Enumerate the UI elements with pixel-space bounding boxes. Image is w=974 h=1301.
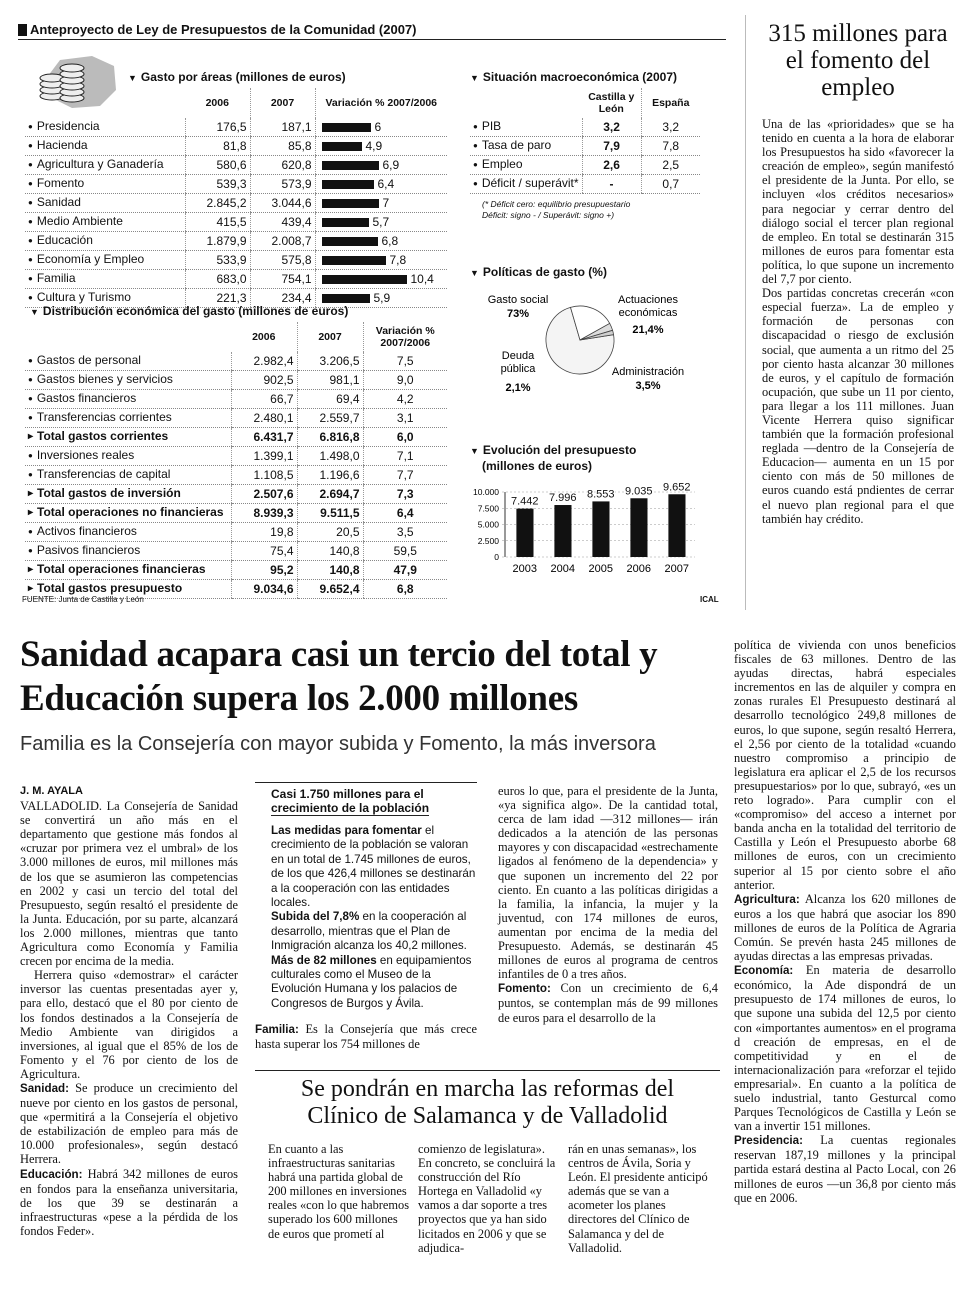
- variation-value: 5,7: [372, 215, 390, 229]
- areas-row-var: [315, 118, 447, 137]
- areas-row-2006: 533,9: [185, 251, 250, 270]
- lead-agricultura: Agricultura:: [734, 892, 800, 906]
- dist-row-label: ▸ Total gastos de inversión: [25, 485, 231, 504]
- variation-value: 7: [382, 196, 390, 210]
- col1-sanidad: Se produce un crecimiento del nueve por ciento en los gastos de personal, que «permitirá a la Consejería el objetivo de estabilización de empleo para más de 10.000 profesionales», según destacó Herrera.: [20, 1080, 238, 1167]
- sidebar-body: [762, 117, 954, 526]
- bar-ytick: 0: [494, 552, 499, 562]
- col4-para-1: política de vivienda con unos beneficios fiscales de 63 millones. Dentro de las ayudas directas, habrá especiales incrementos en las de alquiler y compra en zonas rurales El Presupuesto destinará al desarrollo tecnológico 249,8 millones de euros, lo que supone, según resaltó Herrera, el 2,56 por ciento de la totalidad «cuando nuestro compromiso a principio de legislatura era aplicar el 2,5 de los recursos presupuestarios» por lo que, subrayó, «es un reto logrado». Para cumplir con el «compromiso» del acceso a internet por banda ancha en la totalidad del territorio de Castilla y León el Presupuesto aborbe 68 millones de euros, con un crecimiento superior al 15 por ciento sobre el año anterior.: [734, 638, 956, 892]
- areas-row-2006: 176,5: [185, 118, 250, 137]
- second-col-1: En cuanto a las infraestructuras sanitarias habrá una partida global de 200 millones en inversiones reales «con lo que habremos superado los 600 millones de euros que prometí al: [268, 1142, 410, 1241]
- dist-row-2007: 69,4: [297, 390, 363, 409]
- areas-title: ▼ Gasto por áreas (millones de euros): [128, 70, 346, 84]
- col4-presidencia: La cuentas regionales reservan 187,19 millones y la principal partida estará destina al Pacto Local, con 26 millones de euros —un 36,8 por ciento más que en 2006.: [734, 1133, 956, 1205]
- dist-row-var: 59,5: [363, 542, 447, 561]
- areas-col-2007: 2007: [250, 88, 315, 118]
- variation-value: 6,8: [381, 234, 399, 248]
- macro-row-es: 2,5: [641, 156, 700, 175]
- bar-value-label: 8.553: [586, 488, 615, 501]
- areas-row-2006: 1.879,9: [185, 232, 250, 251]
- dist-row-2007: 3.206,5: [297, 352, 363, 371]
- dist-row-var: 6,8: [363, 580, 447, 599]
- bar: [516, 509, 533, 557]
- dist-row-label: ▸ Total gastos corrientes: [25, 428, 231, 447]
- dist-col-2006: 2006: [252, 331, 276, 343]
- bar: [630, 498, 647, 557]
- areas-row-label: ● Fomento: [25, 175, 185, 194]
- variation-bar: [322, 294, 370, 303]
- pie-slice-label: Deuda pública: [500, 350, 536, 375]
- lead-familia: Familia:: [255, 1023, 299, 1036]
- pie-slice-label: Administración: [611, 366, 685, 378]
- dist-row-label: ▸ Total operaciones financieras: [25, 561, 231, 580]
- macro-row-label: ● Déficit / superávit*: [470, 175, 582, 194]
- macro-row-es: 3,2: [641, 118, 700, 137]
- byline: J. M. AYALA: [20, 785, 83, 797]
- pie-slice-value: 73%: [506, 308, 530, 320]
- areas-row: [25, 156, 447, 175]
- lead-presidencia: Presidencia:: [734, 1134, 803, 1148]
- dist-row-2007: 9.652,4: [297, 580, 363, 599]
- macro-note: (* Déficit cero: equilibrio presupuestario Déficit: signo - / Superávit: signo +): [482, 199, 631, 220]
- dist-row-2006: 66,7: [231, 390, 297, 409]
- inset-title: Casi 1.750 millones para el crecimiento de la población: [271, 787, 430, 815]
- dist-table: [25, 322, 447, 599]
- macro-row: [470, 118, 700, 137]
- areas-row-label: ● Sanidad: [25, 194, 185, 213]
- macro-table: [470, 88, 700, 194]
- dist-row-label: ● Transferencias de capital: [25, 466, 231, 485]
- dist-row-2007: 6.816,8: [297, 428, 363, 447]
- areas-row-2007: 3.044,6: [250, 194, 315, 213]
- dateline: VALLADOLID.: [20, 799, 103, 814]
- areas-row-2006: 2.845,2: [185, 194, 250, 213]
- sidebar-para-2: Dos partidas concretas crecerán «con especial fuerza». La de empleo y formación de personas con discapacidad o riesgo de exclusión social, que aumenta a un ritmo del 25 por ciento hasta alcanzar 30 millones de euros, y el capítulo de formación ocupación, que sube un 11 por ciento, para llegar a los 111 millones. Juan Vicente Herrera quiso significar también que la formación profesional reglada —dentro de la Consejería de Educacion— aumenta en un 15 por ciento con más de 50 millones de euros cuando está pndientes de cerrar el nuevo plan regional para el que también hay crédito.: [762, 286, 954, 526]
- dist-row-2007: 2.694,7: [297, 485, 363, 504]
- dist-row-var: 9,0: [363, 371, 447, 390]
- dist-row: [25, 428, 447, 447]
- article-col-1: [20, 784, 238, 1238]
- bar-value-label: 7.442: [510, 495, 539, 508]
- lead-fomento: Fomento:: [498, 982, 551, 996]
- areas-row-label: ● Educación: [25, 232, 185, 251]
- dist-row-label: ● Pasivos financieros: [25, 542, 231, 561]
- col3-para-1: euros lo que, para el presidente de la Junta, «ya significa algo». De la cantidad total, cerca de lam idad —312 millones— irán dedicados a la atención de las personas mayores y con discapacidad «estrechamente ligados al fenómeno de la dependencia» y que suponen un incremento del 22 por ciento. En cuanto a las políticas dirigidas a la familia, la infancia, la mujer y la juventud, con 174 millones de euros, aumentan por encima de la media del Presupuesto. Además, se destinarán 45 millones de euros al programa de centros infantiles de 0 a tres años.: [498, 784, 718, 982]
- areas-row: [25, 137, 447, 156]
- col4-agricultura: Alcanza los 620 millones de euros a los que habrá que asociar los 890 millones de euros de la Política de Agraria Común. Se prevén hasta 245 millones de ayudas directas a las empresas privadas.: [734, 891, 956, 964]
- variation-value: 6,9: [382, 158, 400, 172]
- inset-lead-1: Las medidas para fomentar: [271, 824, 422, 837]
- dist-row-var: 6,0: [363, 428, 447, 447]
- areas-row-2007: 573,9: [250, 175, 315, 194]
- inset-text-1: el crecimiento de la población se valoran en un total de 1.745 millones de euros, de los que 426,4 millones se destinarán a la cooperación con las entidades locales.: [271, 824, 476, 910]
- sidebar-title: 315 millones para el fomento del empleo: [768, 20, 948, 101]
- col3-fomento: Con un crecimiento de 6,4 puntos, se contemplan más de 99 millones de euros para el desarrollo de la: [498, 981, 718, 1025]
- dist-row: [25, 561, 447, 580]
- areas-row-var: [315, 175, 447, 194]
- inset-text-3: en equipamientos culturales como el Museo de la Evolución Humana y los palacios de Congresos de Burgos y Ávila.: [271, 953, 472, 1010]
- variation-bar: [322, 237, 378, 246]
- bar: [592, 501, 609, 557]
- col1-educacion: Habrá 342 millones de euros en fondos para la enseñanza universitaria, de los que 39 se destinarán a infraestructuras «pese a la pérdida de los fondos Feder».: [20, 1166, 238, 1238]
- variation-bar: [322, 256, 386, 265]
- dist-row: [25, 371, 447, 390]
- areas-col-var: Variación % 2007/2006: [315, 88, 447, 118]
- variation-bar: [322, 180, 374, 189]
- dist-col-var: Variación % 2007/2006: [363, 322, 447, 352]
- dist-row-2007: 140,8: [297, 561, 363, 580]
- dist-row-2006: 19,8: [231, 523, 297, 542]
- bar-ytick: 2.500: [477, 535, 499, 546]
- macro-row-cyl: 7,9: [582, 137, 641, 156]
- areas-row-var: [315, 137, 447, 156]
- dist-row-2006: 2.507,6: [231, 485, 297, 504]
- second-headline: Se pondrán en marcha las reformas del Clínico de Salamanca y de Valladolid: [300, 1076, 675, 1129]
- variation-bar: [322, 142, 362, 151]
- areas-table: [25, 88, 447, 308]
- areas-row: [25, 270, 447, 289]
- bar: [668, 494, 685, 557]
- dist-row-var: 47,9: [363, 561, 447, 580]
- areas-row-var: [315, 251, 447, 270]
- areas-row: [25, 175, 447, 194]
- bar-xtick: 2003: [512, 563, 538, 575]
- areas-row-2007: 754,1: [250, 270, 315, 289]
- dist-row-2006: 75,4: [231, 542, 297, 561]
- dist-row-var: 4,2: [363, 390, 447, 409]
- macro-row: [470, 175, 700, 194]
- dist-row-2006: 9.034,6: [231, 580, 297, 599]
- bar-xtick: 2006: [626, 563, 652, 575]
- pie-slice-value: 2,1%: [505, 382, 531, 394]
- dist-row-2007: 981,1: [297, 371, 363, 390]
- col1-para-2: Herrera quiso «demostrar» el carácter inversor las cuentas presentadas ayer y, para ello, destacó que el 80 por ciento de los fondos destinados a la Consejería de Medio Ambiente van dirigidos a inversiones, al igual que el 85% de los de Fomento y el 76 por ciento de los de Agricultura.: [20, 968, 238, 1081]
- dist-row: [25, 466, 447, 485]
- bar-chart: [465, 480, 705, 580]
- lead-educacion: Educación:: [20, 1167, 83, 1181]
- areas-row-2007: 439,4: [250, 213, 315, 232]
- dist-row-2006: 2.982,4: [231, 352, 297, 371]
- bar-xtick: 2007: [664, 563, 690, 575]
- areas-row: [25, 213, 447, 232]
- areas-row-var: [315, 270, 447, 289]
- pie-slice-value: 3,5%: [635, 380, 661, 392]
- inset-box: [255, 782, 477, 1011]
- bar-xtick: 2004: [550, 563, 576, 575]
- variation-value: 6: [374, 120, 382, 134]
- areas-row: [25, 251, 447, 270]
- variation-value: 7,8: [389, 253, 407, 267]
- bar-value-label: 9.652: [662, 481, 691, 494]
- areas-row-label: ● Familia: [25, 270, 185, 289]
- macro-row-cyl: 3,2: [582, 118, 641, 137]
- second-col-3: rán en unas semanas», los centros de Ávila, Soria y León. El presidente anticipó además que se van a acometer los planes directores del Clínico de Salamanca y del de Valladolid.: [568, 1142, 708, 1255]
- dist-row-var: 7,5: [363, 352, 447, 371]
- source-label: FUENTE: Junta de Castilla y León: [22, 595, 144, 604]
- macro-row-es: 7,8: [641, 137, 700, 156]
- variation-bar: [322, 218, 369, 227]
- lead-sanidad: Sanidad:: [20, 1081, 69, 1095]
- dist-row-2007: 9.511,5: [297, 504, 363, 523]
- dist-row-2007: 1.498,0: [297, 447, 363, 466]
- bar: [554, 505, 571, 557]
- second-story-rule: [255, 1070, 720, 1071]
- column-divider: [745, 15, 746, 610]
- col1-para-1: La Consejería de Sanidad se convertirá un año más en el departamento que gestione más fondos al «cruzar por primera vez el umbral» de los 3.000 millones de euros, mil millones más de los que se asumieron las competencias en 2002 y casi un tercio del total del Presupuesto, según resaltó el presidente de la Junta. Educación, por su parte, alcanzará los 2.000 millones, mientras que tanto Agricultura como Economía y Familia crecen por encima de la media.: [20, 799, 238, 969]
- inset-lead-2: Subida del 7,8%: [271, 910, 360, 924]
- dist-row: [25, 542, 447, 561]
- main-headline: Sanidad acapara casi un tercio del total y Educación supera los 2.000 millones: [20, 634, 658, 719]
- dist-row: [25, 352, 447, 371]
- bar-ytick: 5.000: [477, 519, 499, 530]
- dist-row-label: ● Activos financieros: [25, 523, 231, 542]
- areas-row: [25, 194, 447, 213]
- variation-value: 6,4: [377, 177, 395, 191]
- dist-row: [25, 409, 447, 428]
- dist-row: [25, 504, 447, 523]
- areas-row-var: [315, 156, 447, 175]
- macro-col-es: España: [641, 88, 700, 118]
- dist-row: [25, 390, 447, 409]
- variation-bar: [322, 199, 379, 208]
- dist-row-var: 3,5: [363, 523, 447, 542]
- dist-row-label: ● Gastos de personal: [25, 352, 231, 371]
- variation-bar: [322, 275, 407, 284]
- areas-row-2007: 234,4: [250, 289, 315, 308]
- pie-title: ▼ Políticas de gasto (%): [470, 265, 607, 279]
- pie-slice-label: Gasto social: [487, 294, 549, 306]
- dist-col-2007: 2007: [297, 322, 363, 352]
- dist-row-2006: 2.480,1: [231, 409, 297, 428]
- areas-row-2007: 187,1: [250, 118, 315, 137]
- macro-col-cyl: Castilla y León: [588, 91, 635, 115]
- dist-row-2007: 2.559,7: [297, 409, 363, 428]
- credit-label: ICAL: [700, 595, 719, 604]
- areas-row-label: ● Hacienda: [25, 137, 185, 156]
- macro-title: ▼ Situación macroeconómica (2007): [470, 70, 677, 84]
- pie-chart: [470, 285, 720, 400]
- areas-row-label: ● Medio Ambiente: [25, 213, 185, 232]
- col2-familia-text: Es la Consejería que más crece hasta superar los 754 millones de: [255, 1022, 477, 1052]
- dist-row-2006: 6.431,7: [231, 428, 297, 447]
- areas-row: [25, 232, 447, 251]
- macro-row-cyl: -: [582, 175, 641, 194]
- dist-row-var: 3,1: [363, 409, 447, 428]
- dist-row-var: 7,3: [363, 485, 447, 504]
- bar-value-label: 9.035: [624, 485, 653, 498]
- areas-row-label: ● Agricultura y Ganadería: [25, 156, 185, 175]
- areas-row-var: [315, 232, 447, 251]
- macro-row-es: 0,7: [641, 175, 700, 194]
- areas-row-2007: 85,8: [250, 137, 315, 156]
- article-col-4: [734, 638, 956, 1205]
- dist-row: [25, 523, 447, 542]
- areas-col-2006: 2006: [205, 97, 229, 109]
- dist-row-2006: 95,2: [231, 561, 297, 580]
- macro-row: [470, 156, 700, 175]
- variation-value: 4,9: [365, 139, 383, 153]
- infographic-title: Anteproyecto de Ley de Presupuestos de la Comunidad (2007): [30, 22, 417, 37]
- macro-row: [470, 137, 700, 156]
- dist-row-var: 6,4: [363, 504, 447, 523]
- areas-row-2006: 539,3: [185, 175, 250, 194]
- macro-row-label: ● Tasa de paro: [470, 137, 582, 156]
- macro-row-label: ● Empleo: [470, 156, 582, 175]
- bar-title: ▼ Evolución del presupuesto (millones de euros): [470, 443, 637, 473]
- dist-row-label: ▸ Total operaciones no financieras: [25, 504, 231, 523]
- dist-row-2006: 902,5: [231, 371, 297, 390]
- variation-value: 10,4: [410, 272, 434, 286]
- areas-row-2006: 580,6: [185, 156, 250, 175]
- dist-title: ▼ Distribución económica del gasto (millones de euros): [30, 304, 349, 318]
- dist-row-2006: 1.108,5: [231, 466, 297, 485]
- areas-row-2006: 221,3: [185, 289, 250, 308]
- bar-ytick: 7.500: [477, 503, 499, 514]
- dist-row-2007: 20,5: [297, 523, 363, 542]
- variation-bar: [322, 161, 379, 170]
- inset-text-2: en la cooperación al desarrollo, mientras que el Plan de Inmigración alcanza los 40,2 millones.: [271, 910, 467, 953]
- areas-row: [25, 118, 447, 137]
- macro-row-cyl: 2,6: [582, 156, 641, 175]
- bar-value-label: 7.996: [548, 492, 577, 505]
- areas-row-var: [315, 194, 447, 213]
- pie-slice-label: Actuaciones económicas: [618, 294, 678, 319]
- dist-row-label: ● Transferencias corrientes: [25, 409, 231, 428]
- variation-bar: [322, 123, 371, 132]
- main-subhead: Familia es la Consejería con mayor subida y Fomento, la más inversora: [20, 733, 656, 755]
- infographic-header: [18, 22, 726, 40]
- dist-row-2007: 1.196,6: [297, 466, 363, 485]
- inset-lead-3: Más de 82 millones: [271, 953, 377, 967]
- article-col-3: [498, 784, 718, 1025]
- dist-row-2006: 1.399,1: [231, 447, 297, 466]
- areas-row-2007: 2.008,7: [250, 232, 315, 251]
- variation-value: 5,9: [373, 291, 391, 305]
- sidebar-para-1: Una de las «prioridades» que se ha tenido en cuenta a la hora de elaborar los Presupuestos ha sido «favorecer la creación de empleo», según manifestó el presidente de la Junta. Por ello, se incluyen «los créditos necesarios» para negociar y cerrar dentro del diálogo social el tercer plan regional de empleo. En total se destinarán 315 millones de euros para fomentar esta política, lo que supone un incremento del 7,7 por ciento.: [762, 117, 954, 287]
- pie-slice-value: 21,4%: [632, 324, 664, 336]
- areas-row-2007: 575,8: [250, 251, 315, 270]
- macro-row-label: ● PIB: [470, 118, 582, 137]
- lead-economia: Economía:: [734, 964, 794, 978]
- dist-row-label: ● Gastos bienes y servicios: [25, 371, 231, 390]
- dist-row-2007: 140,8: [297, 542, 363, 561]
- dist-row-label: ● Gastos financieros: [25, 390, 231, 409]
- col4-economia: En materia de desarrollo económico, la Ade dispondrá de un presupuesto de 174 millones de euros, lo que supone una subida del 12,5 por ciento con «importantes aumentos» en el programa d creación de empresas, en el de competitividad y en el de internacionalización para «reforzar el tejido empresarial». En cuanto a la política de suelo industrial, tanto Gesturcal como Parques Tecnológicos de Castilla y León se van a invertir 151 millones.: [734, 963, 956, 1134]
- bar-xtick: 2005: [588, 563, 614, 575]
- dist-row-label: ▸ Total gastos presupuesto: [25, 580, 231, 599]
- areas-row-label: ● Cultura y Turismo: [25, 289, 185, 308]
- areas-row-var: [315, 213, 447, 232]
- dist-row-var: 7,1: [363, 447, 447, 466]
- second-col-2: comienzo de legislatura». En concreto, se concluirá la construcción del Río Hortega en Valladolid «y vamos a dar soporte a tres proyectos que ya han sido licitados en 2006 y que se adjudica-: [418, 1142, 556, 1255]
- areas-row-2007: 620,8: [250, 156, 315, 175]
- areas-row-label: ● Economía y Empleo: [25, 251, 185, 270]
- areas-row-2006: 81,8: [185, 137, 250, 156]
- areas-row-label: ● Presidencia: [25, 118, 185, 137]
- dist-row-var: 7,7: [363, 466, 447, 485]
- areas-row-2006: 683,0: [185, 270, 250, 289]
- dist-row-2006: 8.939,3: [231, 504, 297, 523]
- dist-row: [25, 447, 447, 466]
- dist-row-label: ● Inversiones reales: [25, 447, 231, 466]
- bar-ytick: 10.000: [473, 487, 499, 497]
- dist-row: [25, 485, 447, 504]
- col2-familia: [255, 1022, 477, 1051]
- areas-row-2006: 415,5: [185, 213, 250, 232]
